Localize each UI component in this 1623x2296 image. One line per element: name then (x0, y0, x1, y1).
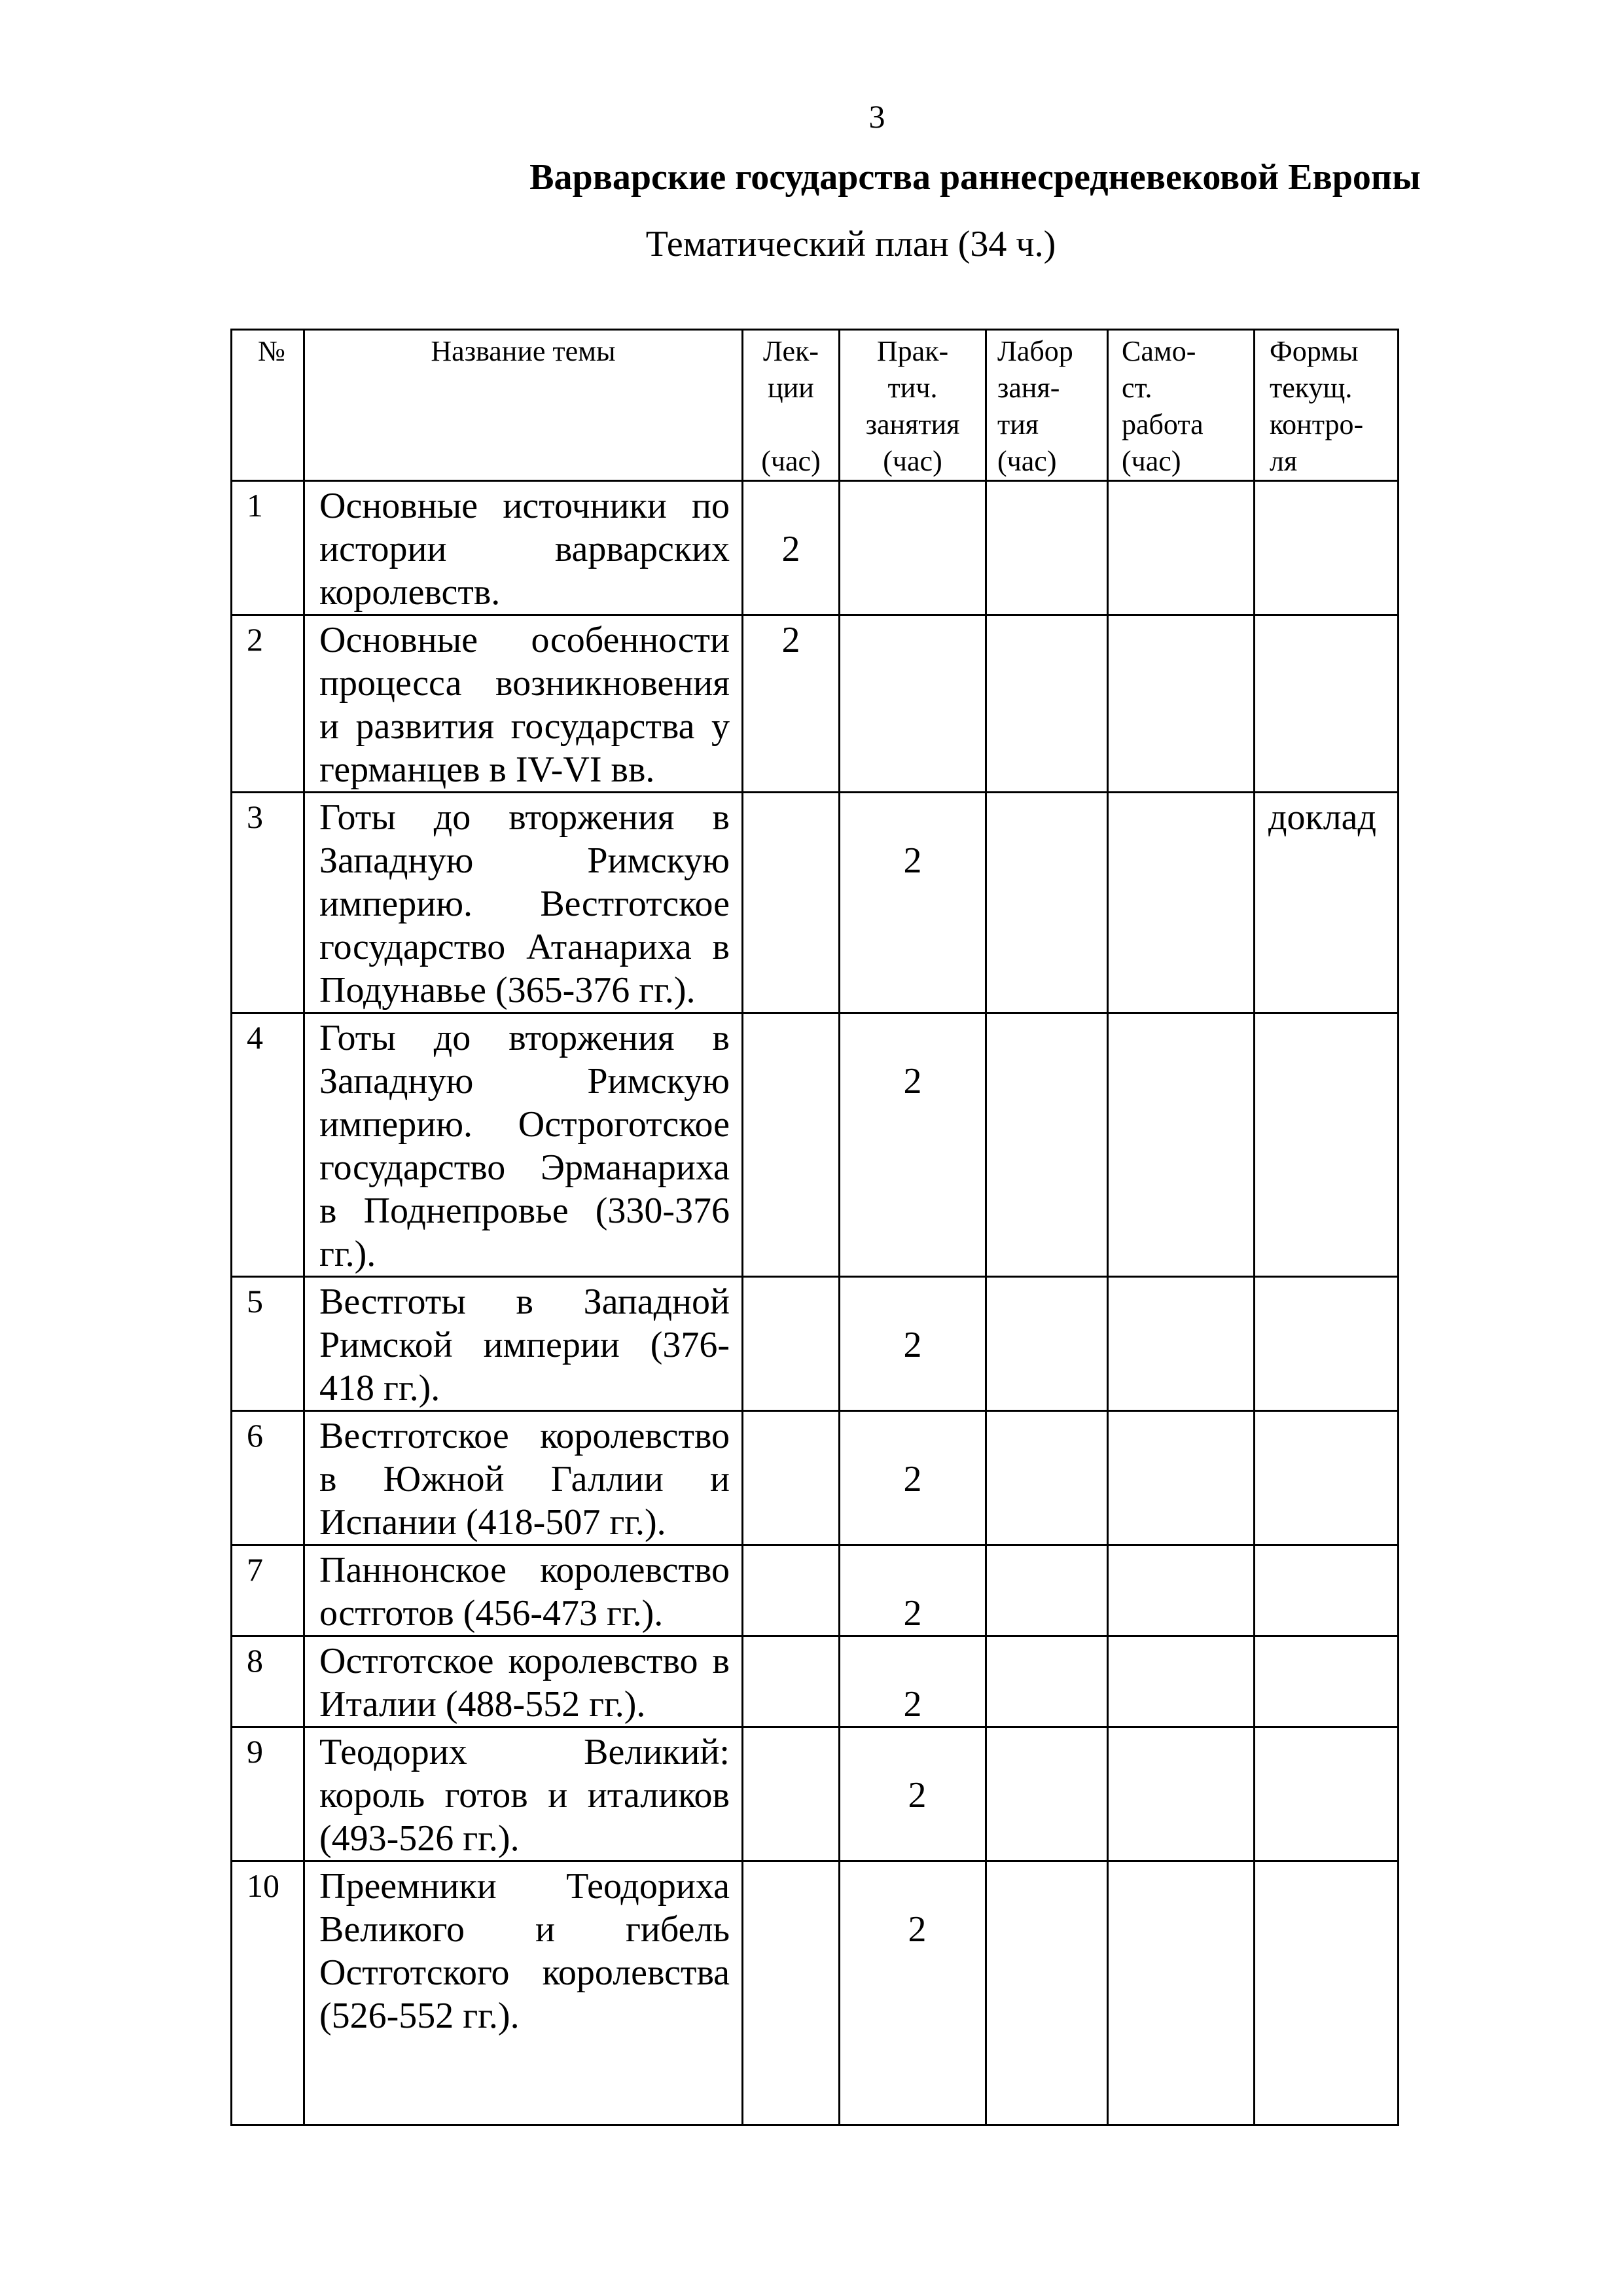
row-lectures (743, 1013, 840, 1277)
row-control-form (1255, 1636, 1399, 1727)
row-topic: Вестготы в Западной Римской империи (376-418 гг.). (304, 1277, 743, 1411)
row-practical: 2 (840, 1013, 986, 1277)
table-row (232, 1277, 1399, 1411)
header-lectures: Лек- ции (час) (743, 330, 840, 481)
row-topic: Вестготское королевство в Южной Галлии и Испании (418-507 гг.). (304, 1411, 743, 1545)
document-subtitle: Тематический план (34 ч.) (645, 224, 1056, 264)
row-number: 6 (232, 1411, 304, 1545)
row-topic: Готы до вторжения в Западную Римскую империю. Вестготское государство Атанариха в Подунавье (365-376 гг.). (304, 793, 743, 1013)
row-self-study (1108, 1277, 1255, 1411)
row-control-form: доклад (1255, 793, 1399, 1013)
table-row (232, 1013, 1399, 1277)
row-number: 4 (232, 1013, 304, 1277)
row-lectures: 2 (743, 481, 840, 615)
header-num: № (232, 330, 304, 481)
row-control-form (1255, 615, 1399, 793)
table-row (232, 1861, 1399, 2125)
row-self-study (1108, 1861, 1255, 2125)
row-practical: 2 (840, 1411, 986, 1545)
row-self-study (1108, 481, 1255, 615)
header-lab: Лабор заня- тия (час) (986, 330, 1108, 481)
table-row (232, 1411, 1399, 1545)
row-topic: Основные источники по истории варварских королевств. (304, 481, 743, 615)
row-practical (840, 615, 986, 793)
header-title: Название темы (304, 330, 743, 481)
row-lectures (743, 1411, 840, 1545)
row-practical: 2 (840, 1636, 986, 1727)
row-self-study (1108, 793, 1255, 1013)
row-self-study (1108, 1013, 1255, 1277)
row-control-form (1255, 1277, 1399, 1411)
row-lab (986, 615, 1108, 793)
row-number: 9 (232, 1727, 304, 1861)
table-row (232, 1545, 1399, 1636)
header-practical: Прак- тич. занятия (час) (840, 330, 986, 481)
row-self-study (1108, 1636, 1255, 1727)
row-practical: 2 (840, 1861, 986, 2125)
row-lab (986, 1545, 1108, 1636)
row-self-study (1108, 1545, 1255, 1636)
page-number: 3 (868, 98, 885, 135)
row-lectures (743, 1727, 840, 1861)
row-lectures (743, 1636, 840, 1727)
row-control-form (1255, 1727, 1399, 1861)
row-practical: 2 (840, 793, 986, 1013)
row-self-study (1108, 1411, 1255, 1545)
row-lab (986, 481, 1108, 615)
row-control-form (1255, 481, 1399, 615)
row-topic: Готы до вторжения в Западную Римскую империю. Остроготское государство Эрманариха в Поднепровье (330-376 гг.). (304, 1013, 743, 1277)
row-control-form (1255, 1013, 1399, 1277)
table-row (232, 615, 1399, 793)
row-practical: 2 (840, 1545, 986, 1636)
row-number: 3 (232, 793, 304, 1013)
row-control-form (1255, 1411, 1399, 1545)
thematic-plan-table (230, 329, 1399, 2126)
row-lectures (743, 1277, 840, 1411)
row-practical: 2 (840, 1727, 986, 1861)
table-row (232, 481, 1399, 615)
row-topic: Остготское королевство в Италии (488-552 гг.). (304, 1636, 743, 1727)
row-control-form (1255, 1861, 1399, 2125)
row-self-study (1108, 615, 1255, 793)
row-lab (986, 1013, 1108, 1277)
row-practical (840, 481, 986, 615)
table-row (232, 793, 1399, 1013)
row-lab (986, 793, 1108, 1013)
table-row (232, 1727, 1399, 1861)
row-topic: Основные особенности процесса возникновения и развития государства у германцев в IV-VI вв. (304, 615, 743, 793)
row-topic: Теодорих Великий: король готов и италиков (493-526 гг.). (304, 1727, 743, 1861)
row-lectures (743, 1861, 840, 2125)
row-lab (986, 1727, 1108, 1861)
row-lectures: 2 (743, 615, 840, 793)
table-header-row (232, 330, 1399, 481)
row-lab (986, 1277, 1108, 1411)
table-row (232, 1636, 1399, 1727)
row-number: 5 (232, 1277, 304, 1411)
row-topic: Паннонское королевство остготов (456-473 гг.). (304, 1545, 743, 1636)
row-self-study (1108, 1727, 1255, 1861)
row-lab (986, 1861, 1108, 2125)
row-number: 2 (232, 615, 304, 793)
row-practical: 2 (840, 1277, 986, 1411)
row-number: 8 (232, 1636, 304, 1727)
row-topic: Преемники Теодориха Великого и гибель Остготского королевства (526-552 гг.). (304, 1861, 743, 2125)
row-number: 7 (232, 1545, 304, 1636)
row-number: 1 (232, 481, 304, 615)
row-lab (986, 1636, 1108, 1727)
row-lectures (743, 793, 840, 1013)
row-lectures (743, 1545, 840, 1636)
row-lab (986, 1411, 1108, 1545)
header-control-forms: Формы текущ. контро- ля (1255, 330, 1399, 481)
document-title: Варварские государства раннесредневековой Европы (529, 157, 1421, 198)
row-control-form (1255, 1545, 1399, 1636)
row-number: 10 (232, 1861, 304, 2125)
header-self-study: Само- ст. работа (час) (1108, 330, 1255, 481)
